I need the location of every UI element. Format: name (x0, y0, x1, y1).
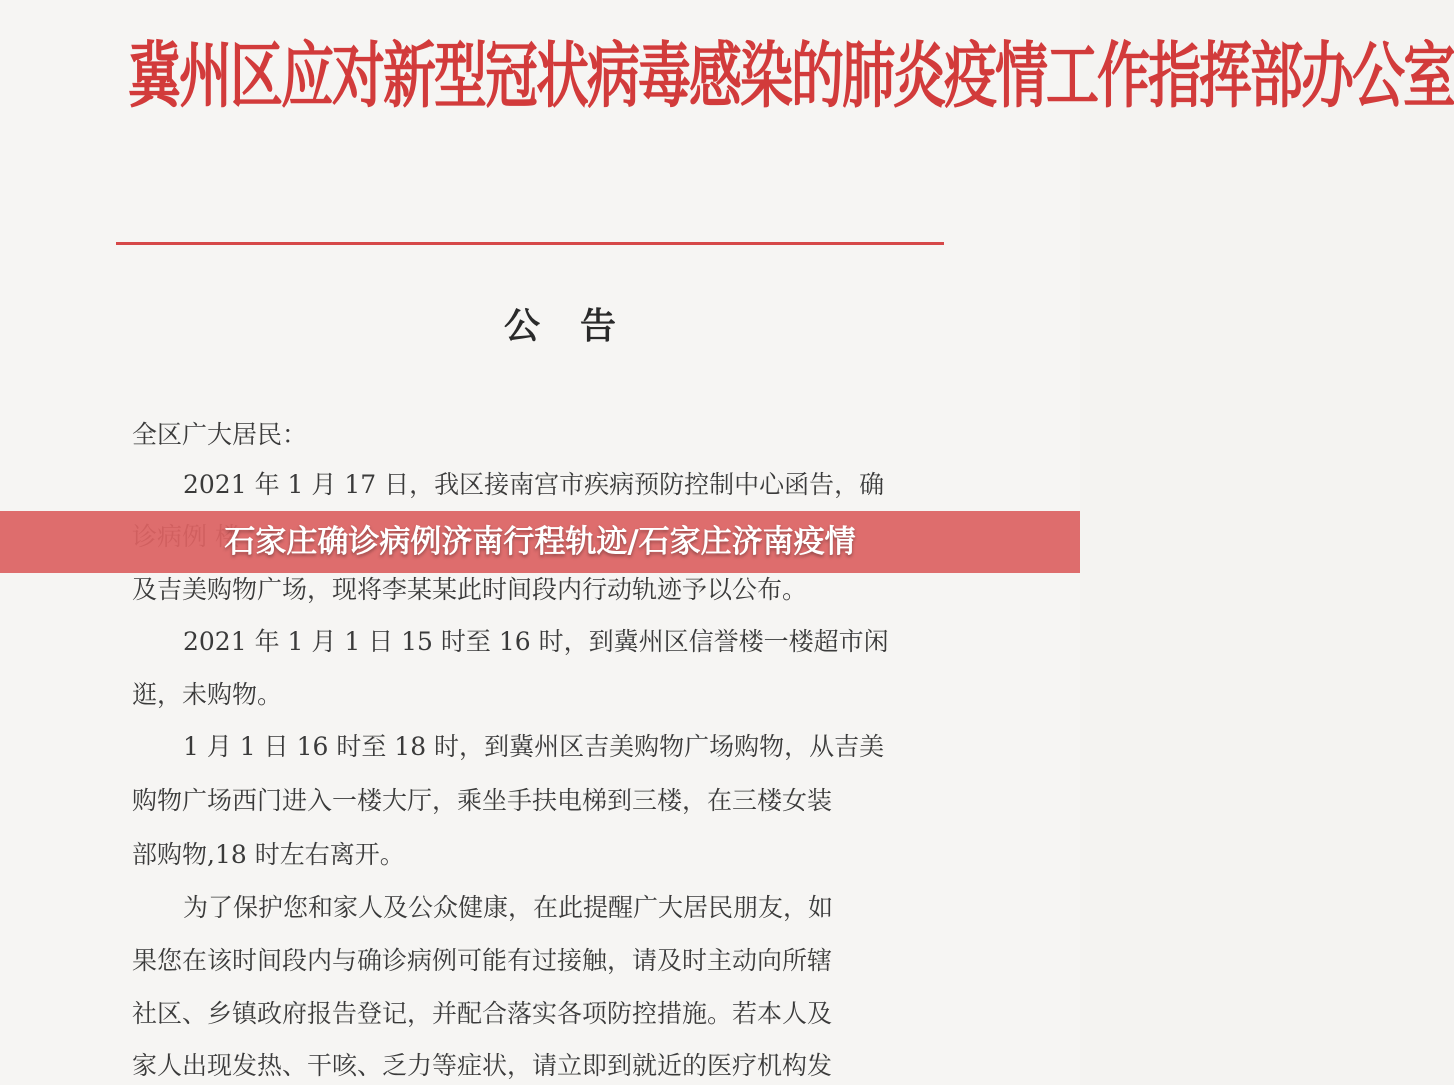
body-line-6: 1 月 1 日 16 时至 18 时，到冀州区吉美购物广场购物，从吉美 (183, 732, 885, 761)
banner-title: 石家庄确诊病例济南行程轨迹/石家庄济南疫情 (224, 524, 856, 560)
body-line-8: 部购物,18 时左右离开。 (132, 840, 405, 869)
body-line-3: 及吉美购物广场，现将李某某此时间段内行动轨迹予以公布。 (132, 575, 808, 604)
body-line-11: 社区、乡镇政府报告登记，并配合落实各项防控措施。若本人及 (132, 999, 833, 1028)
body-line-7: 购物广场西门进入一楼大厅，乘坐手扶电梯到三楼，在三楼女装 (132, 786, 833, 815)
body-line-10: 果您在该时间段内与确诊病例可能有过接触，请及时主动向所辖 (132, 946, 833, 975)
body-line-12: 家人出现发热、干咳、乏力等症状，请立即到就近的医疗机构发 (132, 1051, 833, 1080)
header-title: 冀州区应对新型冠状病毒感染的肺炎疫情工作指挥部办公室 (128, 34, 1454, 119)
body-line-4: 2021 年 1 月 1 日 15 时至 16 时，到冀州区信誉楼一楼超市闲 (183, 627, 889, 656)
body-line-5: 逛，未购物。 (132, 680, 283, 709)
notice-title: 公告 (503, 306, 656, 347)
salutation: 全区广大居民： (132, 420, 308, 449)
body-line-9: 为了保护您和家人及公众健康，在此提醒广大居民朋友，如 (183, 893, 834, 922)
red-divider (116, 242, 944, 245)
body-line-1: 2021 年 1 月 17 日，我区接南宫市疾病预防控制中心函告，确 (183, 470, 885, 499)
